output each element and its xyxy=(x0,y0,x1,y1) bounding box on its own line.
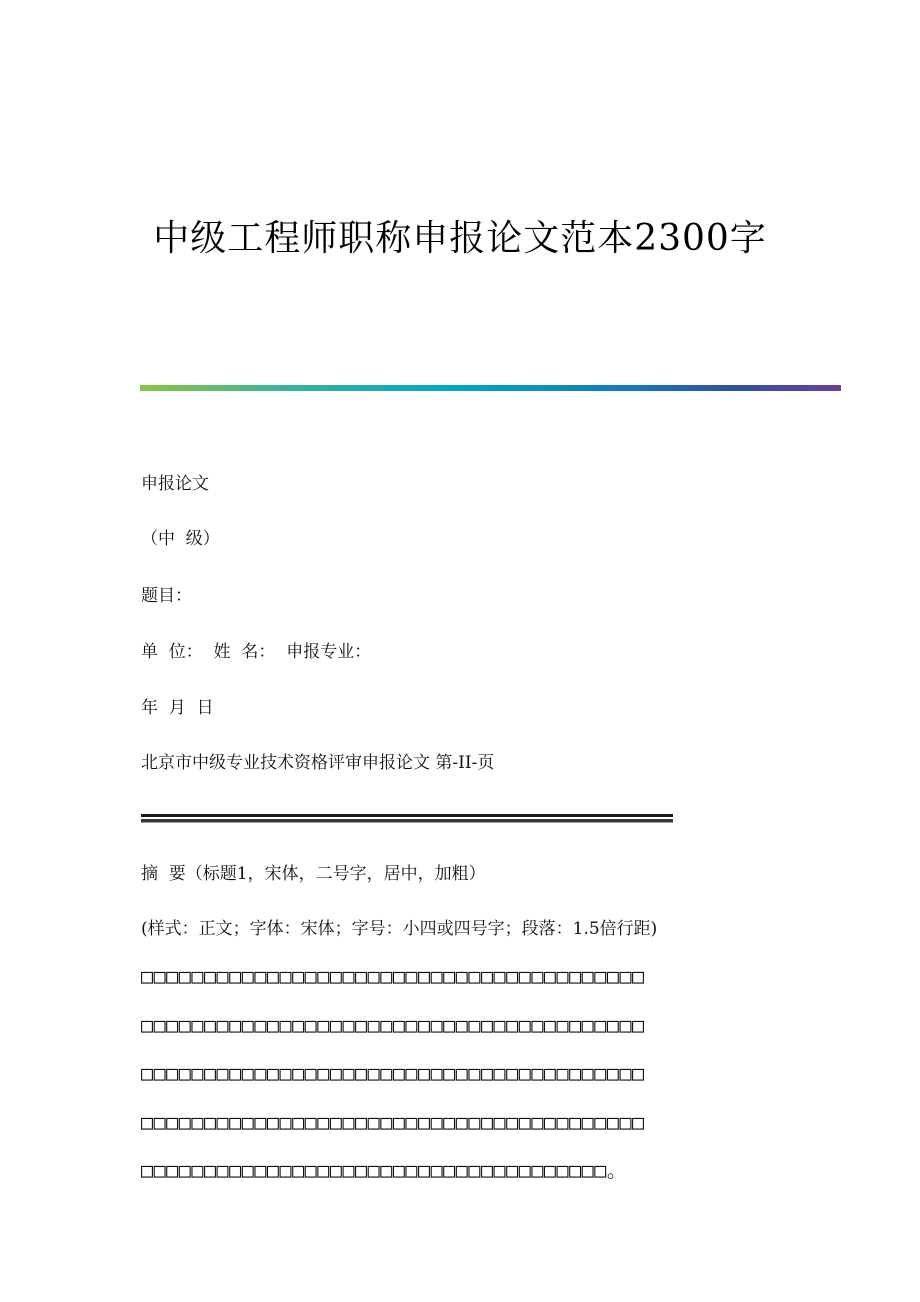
abstract-body-line: □□□□□□□□□□□□□□□□□□□□□□□□□□□□□□□□□□□□□□□□ xyxy=(141,1110,645,1134)
cover-footer: 北京市中级专业技术资格评审申报论文 第-II-页 xyxy=(141,753,495,773)
cover-date: 年 月 日 xyxy=(141,698,214,718)
abstract-heading: 摘 要（标题1，宋体，二号字，居中，加粗） xyxy=(141,864,486,884)
abstract-body-line: □□□□□□□□□□□□□□□□□□□□□□□□□□□□□□□□□□□□□□□□ xyxy=(141,1013,645,1037)
cover-fields: 单 位： 姓 名： 申报专业： xyxy=(141,642,372,662)
abstract-body-line: □□□□□□□□□□□□□□□□□□□□□□□□□□□□□□□□□□□□□□□□ xyxy=(141,1061,645,1085)
cover-topic: 题目： xyxy=(141,586,192,606)
abstract-style-note: (样式：正文；字体：宋体；字号：小四或四号字；段落：1.5倍行距) xyxy=(141,919,658,939)
title-gradient-divider xyxy=(140,385,841,391)
section-divider-rule xyxy=(141,814,673,824)
abstract-body-line: □□□□□□□□□□□□□□□□□□□□□□□□□□□□□□□□□□□□□□□□ xyxy=(141,964,645,988)
document-title: 中级工程师职称申报论文范本2300字 xyxy=(153,218,767,259)
abstract-body-line: □□□□□□□□□□□□□□□□□□□□□□□□□□□□□□□□□□□□□。 xyxy=(141,1158,628,1182)
cover-label: 申报论文 xyxy=(141,474,209,494)
cover-level: （中 级） xyxy=(141,529,220,549)
